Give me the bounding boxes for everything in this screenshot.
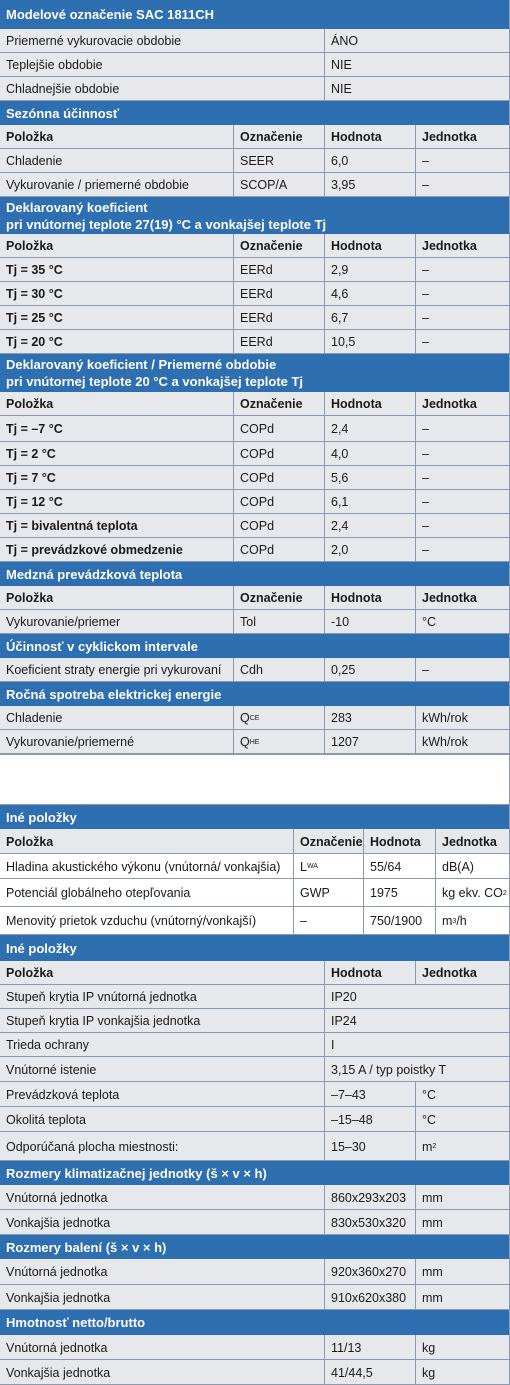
table-row [0, 1285, 509, 1310]
table-row [0, 1009, 509, 1033]
header-value: Hodnota [324, 125, 415, 149]
table-row [0, 658, 509, 682]
row-unit: mm [415, 1259, 509, 1285]
row-unit: – [415, 416, 509, 442]
row-unit: °C [415, 610, 509, 634]
row-item: Vonkajšia jednotka [6, 1365, 111, 1380]
table-row [0, 610, 509, 634]
row-value: 15–30 [324, 1132, 415, 1161]
header-symbol: Označenie [233, 392, 324, 416]
section-title-other-items: Iné položky [0, 805, 509, 829]
row-item: Vykurovanie/priemerné [6, 735, 135, 749]
row-unit: mm [415, 1210, 509, 1235]
row-unit: – [415, 442, 509, 466]
table-row [0, 514, 509, 538]
table-row [0, 416, 509, 442]
header-unit: Jednotka [435, 829, 509, 854]
row-symbol: SEER [233, 149, 324, 173]
row-symbol: EERd [233, 306, 324, 330]
row-item: Trieda ochrany [6, 1038, 89, 1052]
row-item: Tj = bivalentná teplota [6, 519, 138, 533]
row-value: 283 [324, 706, 415, 730]
row-value: 4,6 [324, 282, 415, 306]
header-symbol: Označenie [233, 234, 324, 258]
row-unit: kg [415, 1335, 509, 1360]
row-item: Chladenie [6, 711, 63, 725]
header-value: Hodnota [324, 234, 415, 258]
row-value: 0,25 [324, 658, 415, 682]
row-symbol: Q HE [233, 730, 324, 754]
header-symbol: Označenie [233, 125, 324, 149]
section-title-other-items-2: Iné položky [0, 935, 509, 961]
row-unit: kg [415, 1360, 509, 1385]
header-item: Položka [6, 966, 54, 980]
row-value: 2,9 [324, 258, 415, 282]
row-label: Teplejšie obdobie [6, 58, 103, 72]
section-title-cooling-coefficient: Deklarovaný koeficient pri vnútornej teplote 27(19) °C a vonkajšej teplote Tj [0, 197, 509, 234]
row-item: Tj = prevádzkové obmedzenie [6, 543, 183, 557]
row-unit: dB(A) [435, 854, 509, 879]
row-unit: – [415, 490, 509, 514]
row-value: 6,0 [324, 149, 415, 173]
row-item: Odporúčaná plocha miestnosti: [6, 1139, 179, 1154]
table-row [0, 730, 509, 754]
table-row [0, 29, 509, 53]
row-item: Koeficient straty energie pri vykurovaní [6, 663, 222, 677]
table-row [0, 1082, 509, 1107]
row-unit: – [415, 466, 509, 490]
row-item: Stupeň krytia IP vonkajšia jednotka [6, 1014, 201, 1028]
header-item: Položka [6, 591, 54, 605]
row-value: 3,95 [324, 173, 415, 197]
row-value: –15–48 [324, 1107, 415, 1132]
row-item: Vykurovanie / priemerné obdobie [6, 178, 189, 192]
row-item: Tj = –7 °C [6, 422, 63, 436]
row-symbol: Cdh [233, 658, 324, 682]
header-value: Hodnota [324, 961, 415, 985]
row-item: Okolitá teplota [6, 1112, 86, 1127]
row-value: 1207 [324, 730, 415, 754]
row-value: 910x620x380 [324, 1285, 415, 1310]
header-symbol: Označenie [233, 586, 324, 610]
row-unit: – [415, 330, 509, 354]
row-symbol: SCOP/A [233, 173, 324, 197]
row-value: 2,0 [324, 538, 415, 562]
row-value: 2,4 [324, 514, 415, 538]
row-symbol: EERd [233, 282, 324, 306]
row-unit: – [415, 306, 509, 330]
row-symbol: L WA [293, 854, 363, 879]
table-row [0, 149, 509, 173]
table-header-row [0, 392, 509, 416]
row-value: 55/64 [363, 854, 435, 879]
table-row [0, 854, 509, 879]
row-symbol: GWP [293, 879, 363, 907]
row-unit: – [415, 514, 509, 538]
row-unit: – [415, 258, 509, 282]
row-value: 3,15 A / typ poistky T [324, 1057, 509, 1082]
row-item: Potenciál globálneho otepľovania [6, 886, 191, 900]
row-unit: – [415, 173, 509, 197]
row-unit: – [415, 658, 509, 682]
table-row [0, 1132, 509, 1161]
row-unit: kWh/rok [415, 706, 509, 730]
section-title-seasonal: Sezónna účinnosť [0, 101, 509, 125]
row-symbol: COPd [233, 442, 324, 466]
row-value: 10,5 [324, 330, 415, 354]
table-row [0, 1335, 509, 1360]
row-item: Tj = 30 °C [6, 287, 63, 301]
row-item: Menovitý prietok vzduchu (vnútorný/vonkajší) [6, 914, 257, 928]
row-unit: – [415, 538, 509, 562]
table-row [0, 879, 509, 907]
row-symbol: EERd [233, 330, 324, 354]
table-row [0, 490, 509, 514]
row-unit: m 2 [415, 1132, 509, 1161]
row-value: NIE [324, 77, 509, 101]
row-symbol: EERd [233, 258, 324, 282]
row-value: 6,7 [324, 306, 415, 330]
section-title-annual-energy: Ročná spotreba elektrickej energie [0, 682, 509, 706]
table-row [0, 466, 509, 490]
table-row [0, 330, 509, 354]
row-symbol: COPd [233, 490, 324, 514]
row-label: Priemerné vykurovacie obdobie [6, 34, 182, 48]
table-row [0, 77, 509, 101]
table-row [0, 306, 509, 330]
row-value: I [324, 1033, 509, 1057]
table-header-row [0, 125, 509, 149]
row-item: Tj = 12 °C [6, 495, 63, 509]
section-title-weight: Hmotnosť netto/brutto [0, 1310, 509, 1335]
row-item: Tj = 35 °C [6, 263, 63, 277]
row-value: 830x530x320 [324, 1210, 415, 1235]
table-row [0, 53, 509, 77]
table-row [0, 985, 509, 1009]
header-unit: Jednotka [415, 234, 509, 258]
row-value: 1975 [363, 879, 435, 907]
row-value: 4,0 [324, 442, 415, 466]
header-value: Hodnota [363, 829, 435, 854]
section-title-model: Modelové označenie SAC 1811CH [0, 0, 509, 29]
row-symbol: COPd [233, 538, 324, 562]
row-unit: °C [415, 1082, 509, 1107]
row-item: Vonkajšia jednotka [6, 1215, 111, 1230]
header-item: Položka [6, 834, 54, 849]
header-symbol: Označenie [293, 829, 363, 854]
table-row [0, 1210, 509, 1235]
row-item: Hladina akustického výkonu (vnútorná/ vonkajšia) [6, 859, 281, 874]
section-title-unit-dimensions: Rozmery klimatizačnej jednotky (š × v × h) [0, 1161, 509, 1185]
section-title-cyclic: Účinnosť v cyklickom intervale [0, 634, 509, 658]
row-item: Vnútorná jednotka [6, 1340, 108, 1355]
header-value: Hodnota [324, 586, 415, 610]
section-title-limit-temperature: Medzná prevádzková teplota [0, 562, 509, 586]
header-item: Položka [6, 130, 54, 144]
section-title-heating-coefficient: Deklarovaný koeficient / Priemerné obdobie pri vnútornej teplote 20 °C a vonkajšej teplote Tj [0, 354, 509, 392]
table-row [0, 706, 509, 730]
row-symbol: Tol [233, 610, 324, 634]
row-symbol: COPd [233, 466, 324, 490]
header-unit: Jednotka [415, 392, 509, 416]
row-label: Chladnejšie obdobie [6, 82, 120, 96]
row-unit: – [415, 149, 509, 173]
header-unit: Jednotka [415, 125, 509, 149]
row-unit: kg ekv. CO 2 [435, 879, 509, 907]
row-value: 750/1900 [363, 907, 435, 935]
row-item: Tj = 2 °C [6, 447, 56, 461]
row-value: 5,6 [324, 466, 415, 490]
row-unit: mm [415, 1185, 509, 1210]
row-item: Stupeň krytia IP vnútorná jednotka [6, 990, 197, 1004]
row-unit: °C [415, 1107, 509, 1132]
row-unit: – [415, 282, 509, 306]
section-title-package-dimensions: Rozmery balení (š × v × h) [0, 1235, 509, 1259]
row-item: Vnútorná jednotka [6, 1265, 108, 1279]
row-value: 6,1 [324, 490, 415, 514]
row-value: ÁNO [324, 29, 509, 53]
row-unit: mm [415, 1285, 509, 1310]
table-row [0, 1185, 509, 1210]
row-value: 2,4 [324, 416, 415, 442]
table-row [0, 538, 509, 562]
row-value: IP20 [324, 985, 509, 1009]
header-value: Hodnota [324, 392, 415, 416]
blank-spacer [0, 754, 509, 805]
row-value: 920x360x270 [324, 1259, 415, 1285]
row-value: –7–43 [324, 1082, 415, 1107]
row-item: Tj = 25 °C [6, 311, 63, 325]
row-item: Tj = 7 °C [6, 471, 56, 485]
row-item: Vnútorné istenie [6, 1062, 97, 1077]
table-row [0, 282, 509, 306]
row-value: 41/44,5 [324, 1360, 415, 1385]
table-row [0, 1360, 509, 1385]
header-unit: Jednotka [415, 961, 509, 985]
row-item: Prevádzková teplota [6, 1087, 120, 1102]
header-item: Položka [6, 239, 54, 253]
table-row [0, 173, 509, 197]
row-value: -10 [324, 610, 415, 634]
row-symbol: Q CE [233, 706, 324, 730]
header-unit: Jednotka [415, 586, 509, 610]
table-header-row [0, 586, 509, 610]
row-item: Vonkajšia jednotka [6, 1290, 111, 1305]
table-header-row [0, 829, 509, 854]
row-value: 11/13 [324, 1335, 415, 1360]
table-row [0, 1259, 509, 1285]
row-item: Chladenie [6, 154, 63, 168]
table-row [0, 258, 509, 282]
row-symbol: – [293, 907, 363, 935]
table-header-row [0, 961, 509, 985]
table-row [0, 442, 509, 466]
table-row [0, 1057, 509, 1082]
row-item: Vykurovanie/priemer [6, 615, 121, 629]
row-value: IP24 [324, 1009, 509, 1033]
row-unit: kWh/rok [415, 730, 509, 754]
row-item: Tj = 20 °C [6, 335, 63, 349]
row-symbol: COPd [233, 416, 324, 442]
row-value: NIE [324, 53, 509, 77]
row-symbol: COPd [233, 514, 324, 538]
table-row [0, 1033, 509, 1057]
row-item: Vnútorná jednotka [6, 1190, 108, 1205]
row-value: 860x293x203 [324, 1185, 415, 1210]
table-row [0, 907, 509, 935]
header-item: Položka [6, 397, 54, 411]
row-unit: m 3 /h [435, 907, 509, 935]
table-header-row [0, 234, 509, 258]
table-row [0, 1107, 509, 1132]
